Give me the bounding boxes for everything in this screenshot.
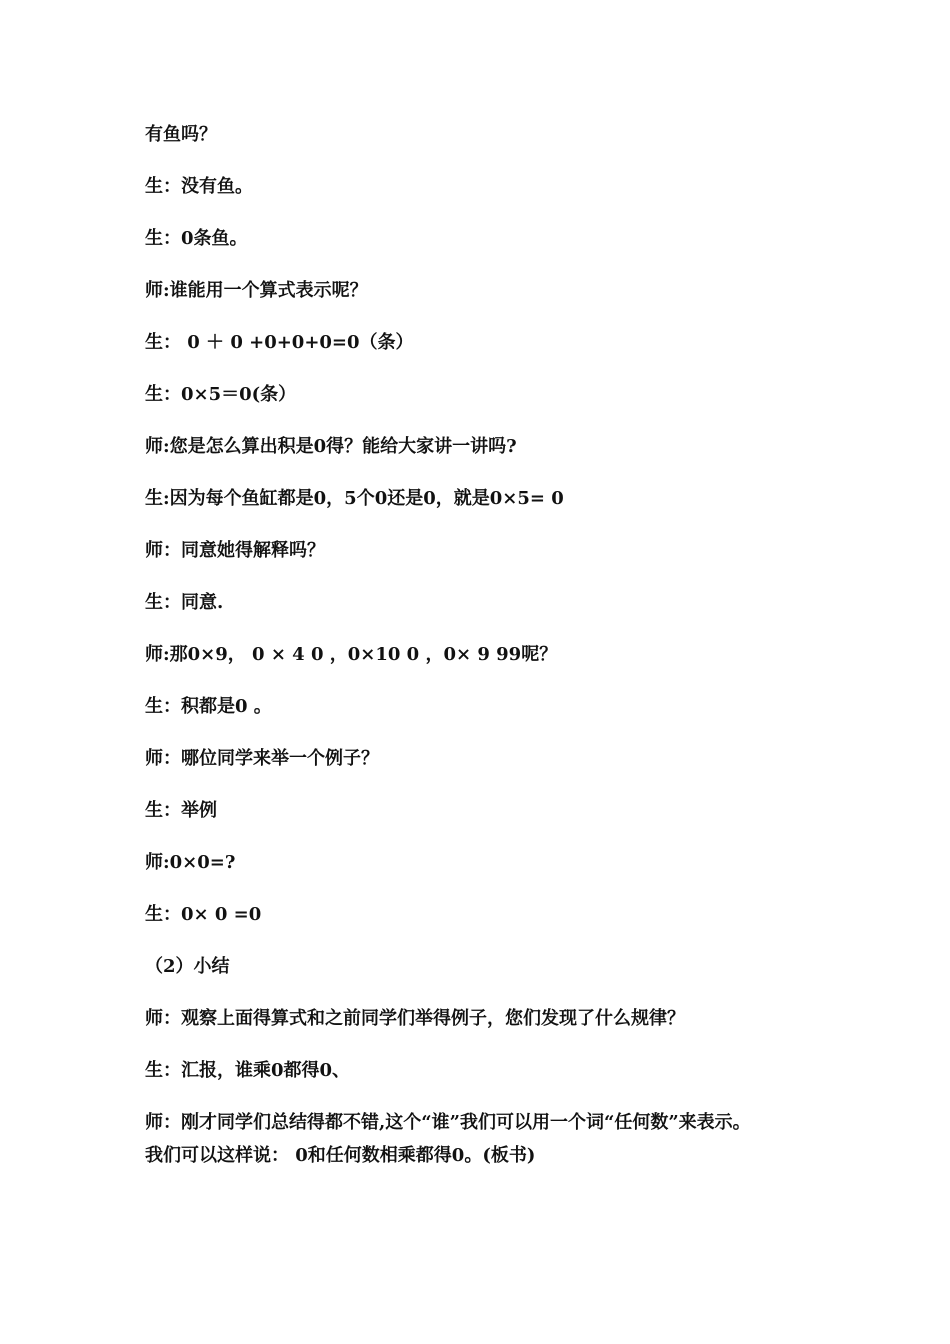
text-line-15: 师:0×0=? (145, 852, 236, 873)
text-line-5: 生： 0 ＋ 0 +0+0+0=0（条） (145, 332, 414, 353)
text-line-19: 生：汇报，谁乘0都得0、 (145, 1060, 351, 1081)
text-line-13: 师：哪位同学来举一个例子？ (145, 748, 379, 769)
text-line-1: 有鱼吗？ (145, 124, 217, 145)
section-heading-summary: （2）小结 (145, 956, 230, 977)
text-line-16: 生：0× 0 =0 (145, 904, 262, 925)
text-line-14: 生：举例 (145, 800, 217, 821)
text-line-9: 师：同意她得解释吗？ (145, 540, 325, 561)
text-line-11: 师:那0×9， 0 × 4 0 ，0×10 0 ，0× 9 99呢？ (145, 644, 558, 665)
final-paragraph-line-2: 我们可以这样说： 0和任何数相乘都得0。(板书) (145, 1145, 536, 1166)
final-paragraph-line-1: 师：刚才同学们总结得都不错,这个“谁”我们可以用一个词“任何数”来表示。 (145, 1112, 751, 1133)
text-line-8: 生:因为每个鱼缸都是0，5个0还是0，就是0×5= 0 (145, 488, 564, 509)
text-line-3: 生：0条鱼。 (145, 228, 248, 249)
text-line-6: 生：0×5＝0(条） (145, 384, 297, 405)
lesson-transcript (145, 124, 835, 1172)
text-line-2: 生：没有鱼。 (145, 176, 253, 197)
text-line-10: 生：同意. (145, 592, 224, 613)
text-line-7: 师:您是怎么算出积是0得？能给大家讲一讲吗? (145, 436, 517, 457)
final-paragraph (145, 1106, 835, 1172)
text-line-18: 师：观察上面得算式和之前同学们举得例子，您们发现了什么规律？ (145, 1008, 685, 1029)
text-line-12: 生：积都是0 。 (145, 696, 272, 717)
text-line-4: 师:谁能用一个算式表示呢？ (145, 280, 368, 301)
